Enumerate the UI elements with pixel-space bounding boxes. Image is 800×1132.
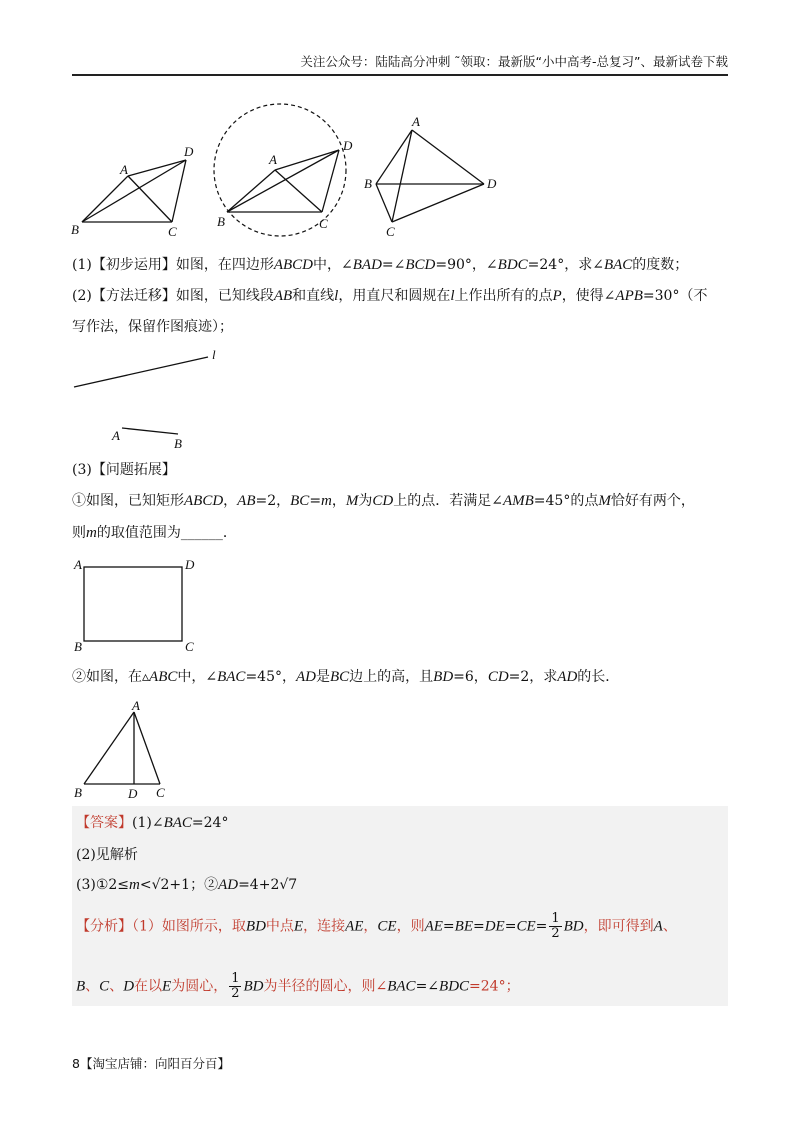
- label-c: C: [156, 785, 165, 800]
- label-d: D: [184, 144, 194, 159]
- answer-1: 【答案】(1)∠BAC=24°: [76, 815, 229, 831]
- figure-kite: [362, 112, 507, 242]
- figure-triangle: [72, 698, 182, 803]
- question-3b: ②如图，在▵ABC中，∠BAC=45°，AD是BC边上的高，且BD=6，CD=2，求AD的长．: [72, 669, 620, 685]
- figure-quadrilateral: [70, 140, 200, 240]
- page-footer: [72, 1054, 230, 1072]
- label-c: C: [168, 224, 177, 239]
- header-text: 关注公众号：陆陆高分冲刺 ˜领取：最新版“小中高考-总复习”、最新试卷下载: [300, 54, 728, 69]
- label-a: A: [132, 698, 140, 713]
- figure-circle-quadrilateral: [205, 98, 365, 243]
- page-header: [72, 52, 728, 76]
- label-a: A: [412, 114, 420, 129]
- label-d: D: [185, 557, 195, 572]
- label-b: B: [174, 436, 182, 451]
- label-c: C: [386, 224, 395, 239]
- label-a: A: [120, 162, 128, 177]
- question-2-cont: 写作法，保留作图痕迹）；: [72, 319, 233, 335]
- label-b: B: [217, 214, 225, 229]
- fraction-half: $\frac{1}{2}$: [231, 971, 240, 1001]
- figure-segment-ab: [108, 420, 198, 455]
- label-b: B: [74, 639, 82, 654]
- question-1: (1)【初步运用】如图，在四边形ABCD中，∠BAD=∠BCD=90°，∠BDC=24°，求∠BAC的度数；: [72, 257, 689, 273]
- label-d: D: [128, 786, 138, 801]
- question-3a-cont: 则m的取值范围为______．: [72, 525, 237, 541]
- label-a: A: [269, 152, 277, 167]
- footer-text: 8【淘宝店铺：向阳百分百】: [72, 1056, 230, 1071]
- label-b: B: [71, 222, 79, 237]
- figure-line-l: [72, 345, 232, 395]
- label-b: B: [74, 785, 82, 800]
- label-a: A: [112, 428, 120, 443]
- label-d: D: [487, 176, 497, 191]
- label-l: l: [212, 347, 216, 362]
- answer-2: (2)见解析: [76, 847, 138, 863]
- figure-rectangle: [72, 555, 207, 655]
- label-d: D: [343, 138, 353, 153]
- analysis-1: 【分析】（1）如图所示，取BD中点E，连接AE，CE，则AE=BE=DE=CE= $\frac{1}{2}$ BD，即可得到A、: [76, 911, 677, 941]
- analysis-2: B、C、D在以E为圆心， $\frac{1}{2}$ BD为半径的圆心，则∠BAC=∠BDC=24°；: [76, 971, 520, 1001]
- label-c: C: [319, 216, 328, 231]
- question-3: (3)【问题拓展】: [72, 462, 176, 478]
- label-c: C: [185, 639, 194, 654]
- answer-3: (3)①2≤m<√2+1；②AD=4+2√7: [76, 877, 298, 893]
- label-a: A: [74, 557, 82, 572]
- question-2: (2)【方法迁移】如图，已知线段AB和直线l，用直尺和圆规在l上作出所有的点P，使得∠APB=30°（不: [72, 288, 708, 304]
- question-3a: ①如图，已知矩形ABCD，AB=2，BC=m，M为CD上的点．若满足∠AMB=45°的点M恰好有两个，: [72, 493, 695, 509]
- label-b: B: [364, 176, 372, 191]
- fraction-half: $\frac{1}{2}$: [551, 911, 560, 941]
